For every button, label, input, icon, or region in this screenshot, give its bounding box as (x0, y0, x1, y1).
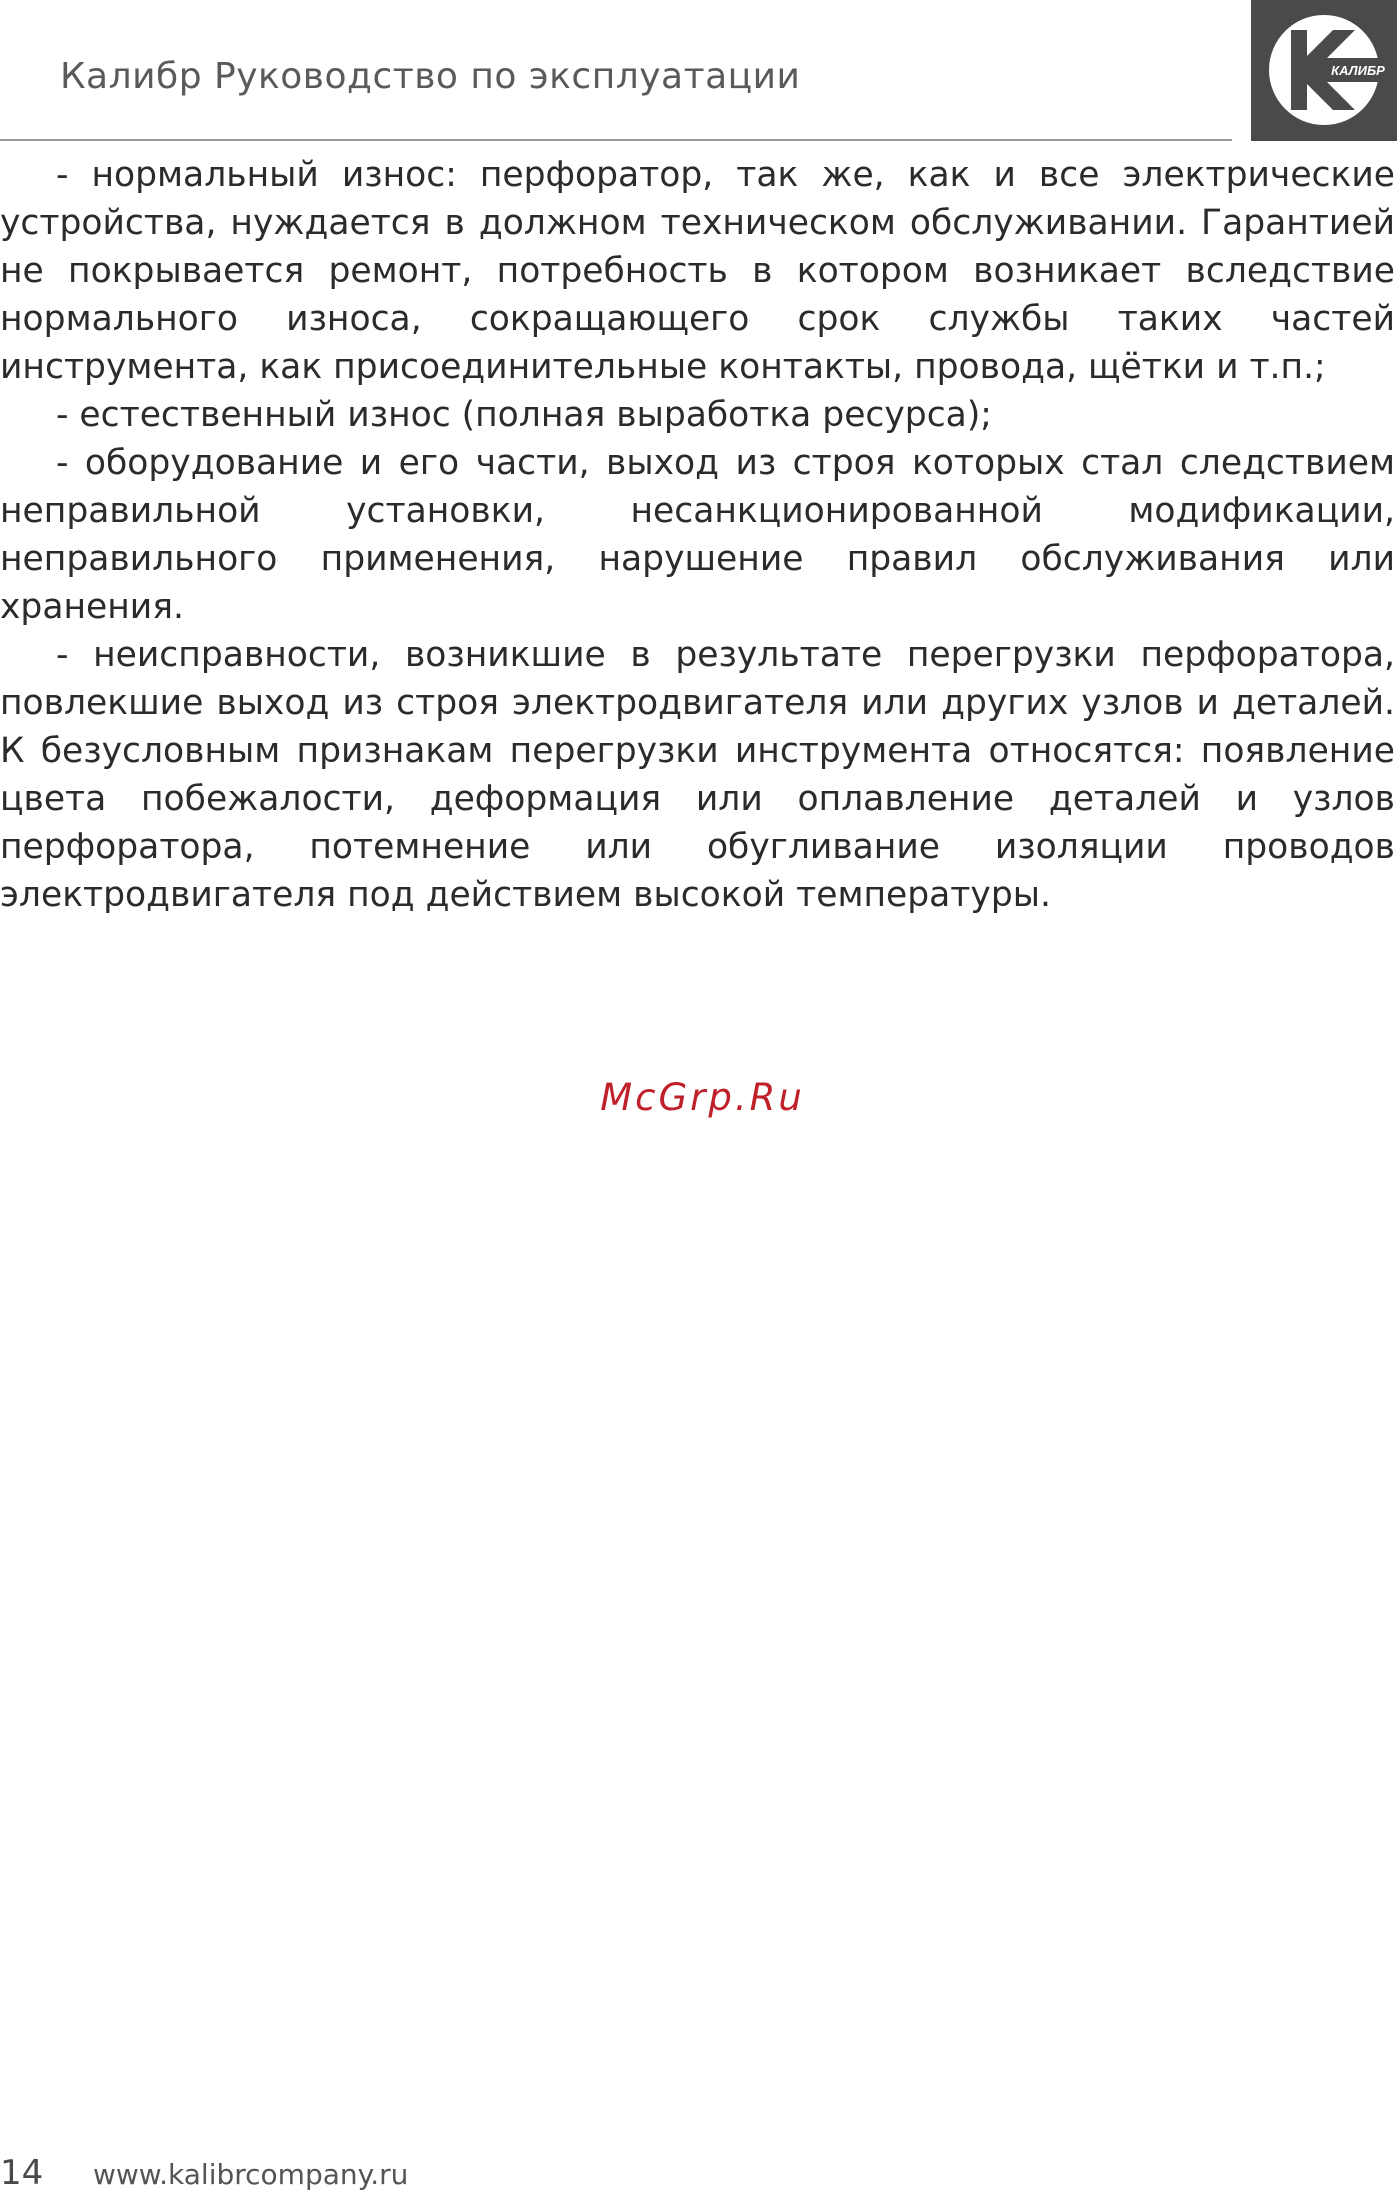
watermark: McGrp.Ru (600, 1076, 805, 1119)
paragraph-improper-installation: - оборудование и его части, выход из строя которых стал следствием неправильной установки, несанкционированной модификации, неправильного применения, нарушение правил обслуживания или хранения. (0, 443, 1395, 627)
kalibr-logo (1251, 0, 1397, 141)
page-header-title: Калибр Руководство по эксплуатации (60, 56, 801, 97)
header-divider (0, 139, 1232, 141)
paragraph-overload-damage: - неисправности, возникшие в результате перегрузки перфоратора, повлекшие выход из строя электродвигателя или других узлов и деталей. К безусловным признакам перегрузки инструмента относятся: появление цвета побежалости, деформация или оплавление деталей и узлов перфоратора, потемнение или обугливание изоляции проводов электродвигателя под действием высокой температуры. (0, 635, 1395, 915)
warranty-exclusions-text (0, 151, 1395, 919)
paragraph-normal-wear: - нормальный износ: перфоратор, так же, как и все электрические устройства, нуждается в должном техническом обслуживании. Гарантией не покрывается ремонт, потребность в котором возникает вследствие нормального износа, сокращающего срок службы таких частей инструмента, как присоединительные контакты, провода, щётки и т.п.; (0, 155, 1395, 387)
logo-wordmark: КАЛИБР (1331, 63, 1385, 78)
paragraph-natural-wear: - естественный износ (полная выработка ресурса); (56, 395, 992, 435)
page-number: 14 (0, 2153, 44, 2193)
footer-url: www.kalibrcompany.ru (93, 2158, 409, 2191)
